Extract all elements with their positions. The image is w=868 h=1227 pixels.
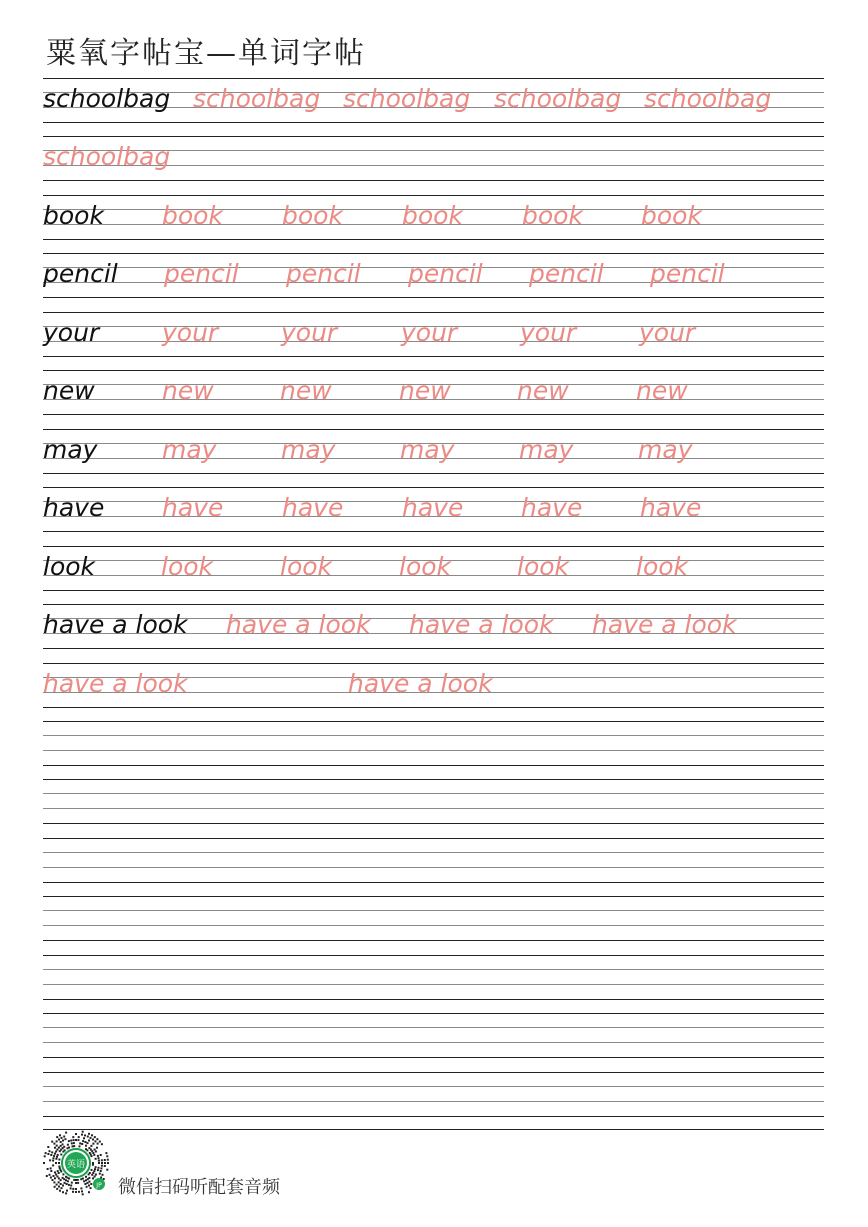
qr-corner-label: JP [96, 1182, 102, 1189]
stave-line-top [43, 779, 824, 780]
trace-word: may [162, 435, 217, 464]
model-word: have a look [43, 610, 188, 639]
trace-word: may [519, 435, 574, 464]
stave-line-bottom [43, 765, 824, 766]
qr-code-icon[interactable] [42, 1128, 112, 1198]
trace-word: your [162, 318, 219, 347]
stave-line-top [43, 253, 824, 254]
trace-word: book [162, 201, 223, 230]
stave-line-mid-upper [43, 969, 824, 970]
stave-line-mid-lower [43, 925, 824, 926]
stave-line-top [43, 429, 824, 430]
trace-word: have a look [348, 669, 493, 698]
stave-line-mid-lower [43, 1101, 824, 1102]
trace-word: pencil [408, 259, 483, 288]
trace-word: pencil [164, 259, 239, 288]
stave-line-bottom [43, 1116, 824, 1117]
model-word: book [43, 201, 104, 230]
trace-word: may [638, 435, 693, 464]
stave-line-top [43, 1072, 824, 1073]
stave-line-bottom [43, 473, 824, 474]
stave-line-mid-lower [43, 1042, 824, 1043]
trace-word: your [639, 318, 696, 347]
trace-word: schoolbag [193, 84, 321, 113]
stave-line-top [43, 546, 824, 547]
trace-word: your [401, 318, 458, 347]
stave-line-mid-lower [43, 750, 824, 751]
trace-word: book [282, 201, 343, 230]
model-word: look [43, 552, 96, 581]
stave-line-bottom [43, 707, 824, 708]
trace-word: look [517, 552, 570, 581]
trace-word: your [520, 318, 577, 347]
trace-word: have a look [409, 610, 554, 639]
trace-word: book [522, 201, 583, 230]
stave-line-top [43, 721, 824, 722]
trace-word: have [640, 493, 702, 522]
model-word: pencil [43, 259, 118, 288]
trace-word: schoolbag [644, 84, 772, 113]
trace-word: look [161, 552, 214, 581]
model-word: may [43, 435, 98, 464]
stave-line-bottom [43, 180, 824, 181]
stave-line-mid-upper [43, 1086, 824, 1087]
trace-word: pencil [529, 259, 604, 288]
stave-line-bottom [43, 1057, 824, 1058]
trace-word: pencil [650, 259, 725, 288]
stave-line-bottom [43, 882, 824, 883]
audio-footer [42, 1128, 342, 1200]
page-title: 粟氧字帖宝—单词字帖 [46, 36, 366, 71]
trace-word: have a look [592, 610, 737, 639]
trace-word: book [641, 201, 702, 230]
trace-word: new [636, 376, 688, 405]
trace-word: have a look [226, 610, 371, 639]
trace-word: may [281, 435, 336, 464]
trace-word: new [399, 376, 451, 405]
trace-word: new [162, 376, 214, 405]
qr-badge-label: 英语 [66, 1160, 86, 1170]
stave-line-bottom [43, 414, 824, 415]
trace-word: pencil [286, 259, 361, 288]
stave-line-mid-lower [43, 984, 824, 985]
trace-word: schoolbag [43, 142, 171, 171]
stave-line-bottom [43, 531, 824, 532]
stave-line-top [43, 663, 824, 664]
stave-line-top [43, 838, 824, 839]
stave-line-bottom [43, 999, 824, 1000]
stave-line-bottom [43, 297, 824, 298]
stave-line-mid-lower [43, 808, 824, 809]
stave-line-top [43, 136, 824, 137]
trace-word: have [282, 493, 344, 522]
stave-line-bottom [43, 940, 824, 941]
practice-sheet [43, 0, 824, 1227]
trace-word: look [280, 552, 333, 581]
model-word: have [43, 493, 105, 522]
stave-line-bottom [43, 356, 824, 357]
trace-word: may [400, 435, 455, 464]
stave-line-top [43, 195, 824, 196]
stave-line-top [43, 312, 824, 313]
stave-line-top [43, 604, 824, 605]
trace-word: schoolbag [494, 84, 622, 113]
trace-word: have [521, 493, 583, 522]
stave-line-mid-upper [43, 735, 824, 736]
audio-caption: 微信扫码听配套音频 [118, 1177, 280, 1198]
stave-line-mid-lower [43, 867, 824, 868]
stave-line-bottom [43, 648, 824, 649]
model-word: schoolbag [43, 84, 171, 113]
trace-word: book [402, 201, 463, 230]
trace-word: have [402, 493, 464, 522]
stave-line-bottom [43, 239, 824, 240]
stave-line-bottom [43, 590, 824, 591]
stave-line-top [43, 487, 824, 488]
trace-word: new [517, 376, 569, 405]
stave-line-mid-upper [43, 852, 824, 853]
stave-line-mid-upper [43, 1027, 824, 1028]
stave-line-bottom [43, 823, 824, 824]
stave-line-top [43, 1013, 824, 1014]
stave-line-top [43, 896, 824, 897]
trace-word: your [281, 318, 338, 347]
model-word: new [43, 376, 95, 405]
trace-word: look [636, 552, 689, 581]
stave-line-mid-upper [43, 793, 824, 794]
trace-word: schoolbag [343, 84, 471, 113]
trace-word: look [399, 552, 452, 581]
trace-word: have [162, 493, 224, 522]
model-word: your [43, 318, 100, 347]
stave-line-bottom [43, 122, 824, 123]
stave-line-top [43, 955, 824, 956]
trace-word: have a look [43, 669, 188, 698]
stave-line-mid-upper [43, 910, 824, 911]
trace-word: new [280, 376, 332, 405]
stave-line-top [43, 370, 824, 371]
stave-line-top [43, 78, 824, 79]
